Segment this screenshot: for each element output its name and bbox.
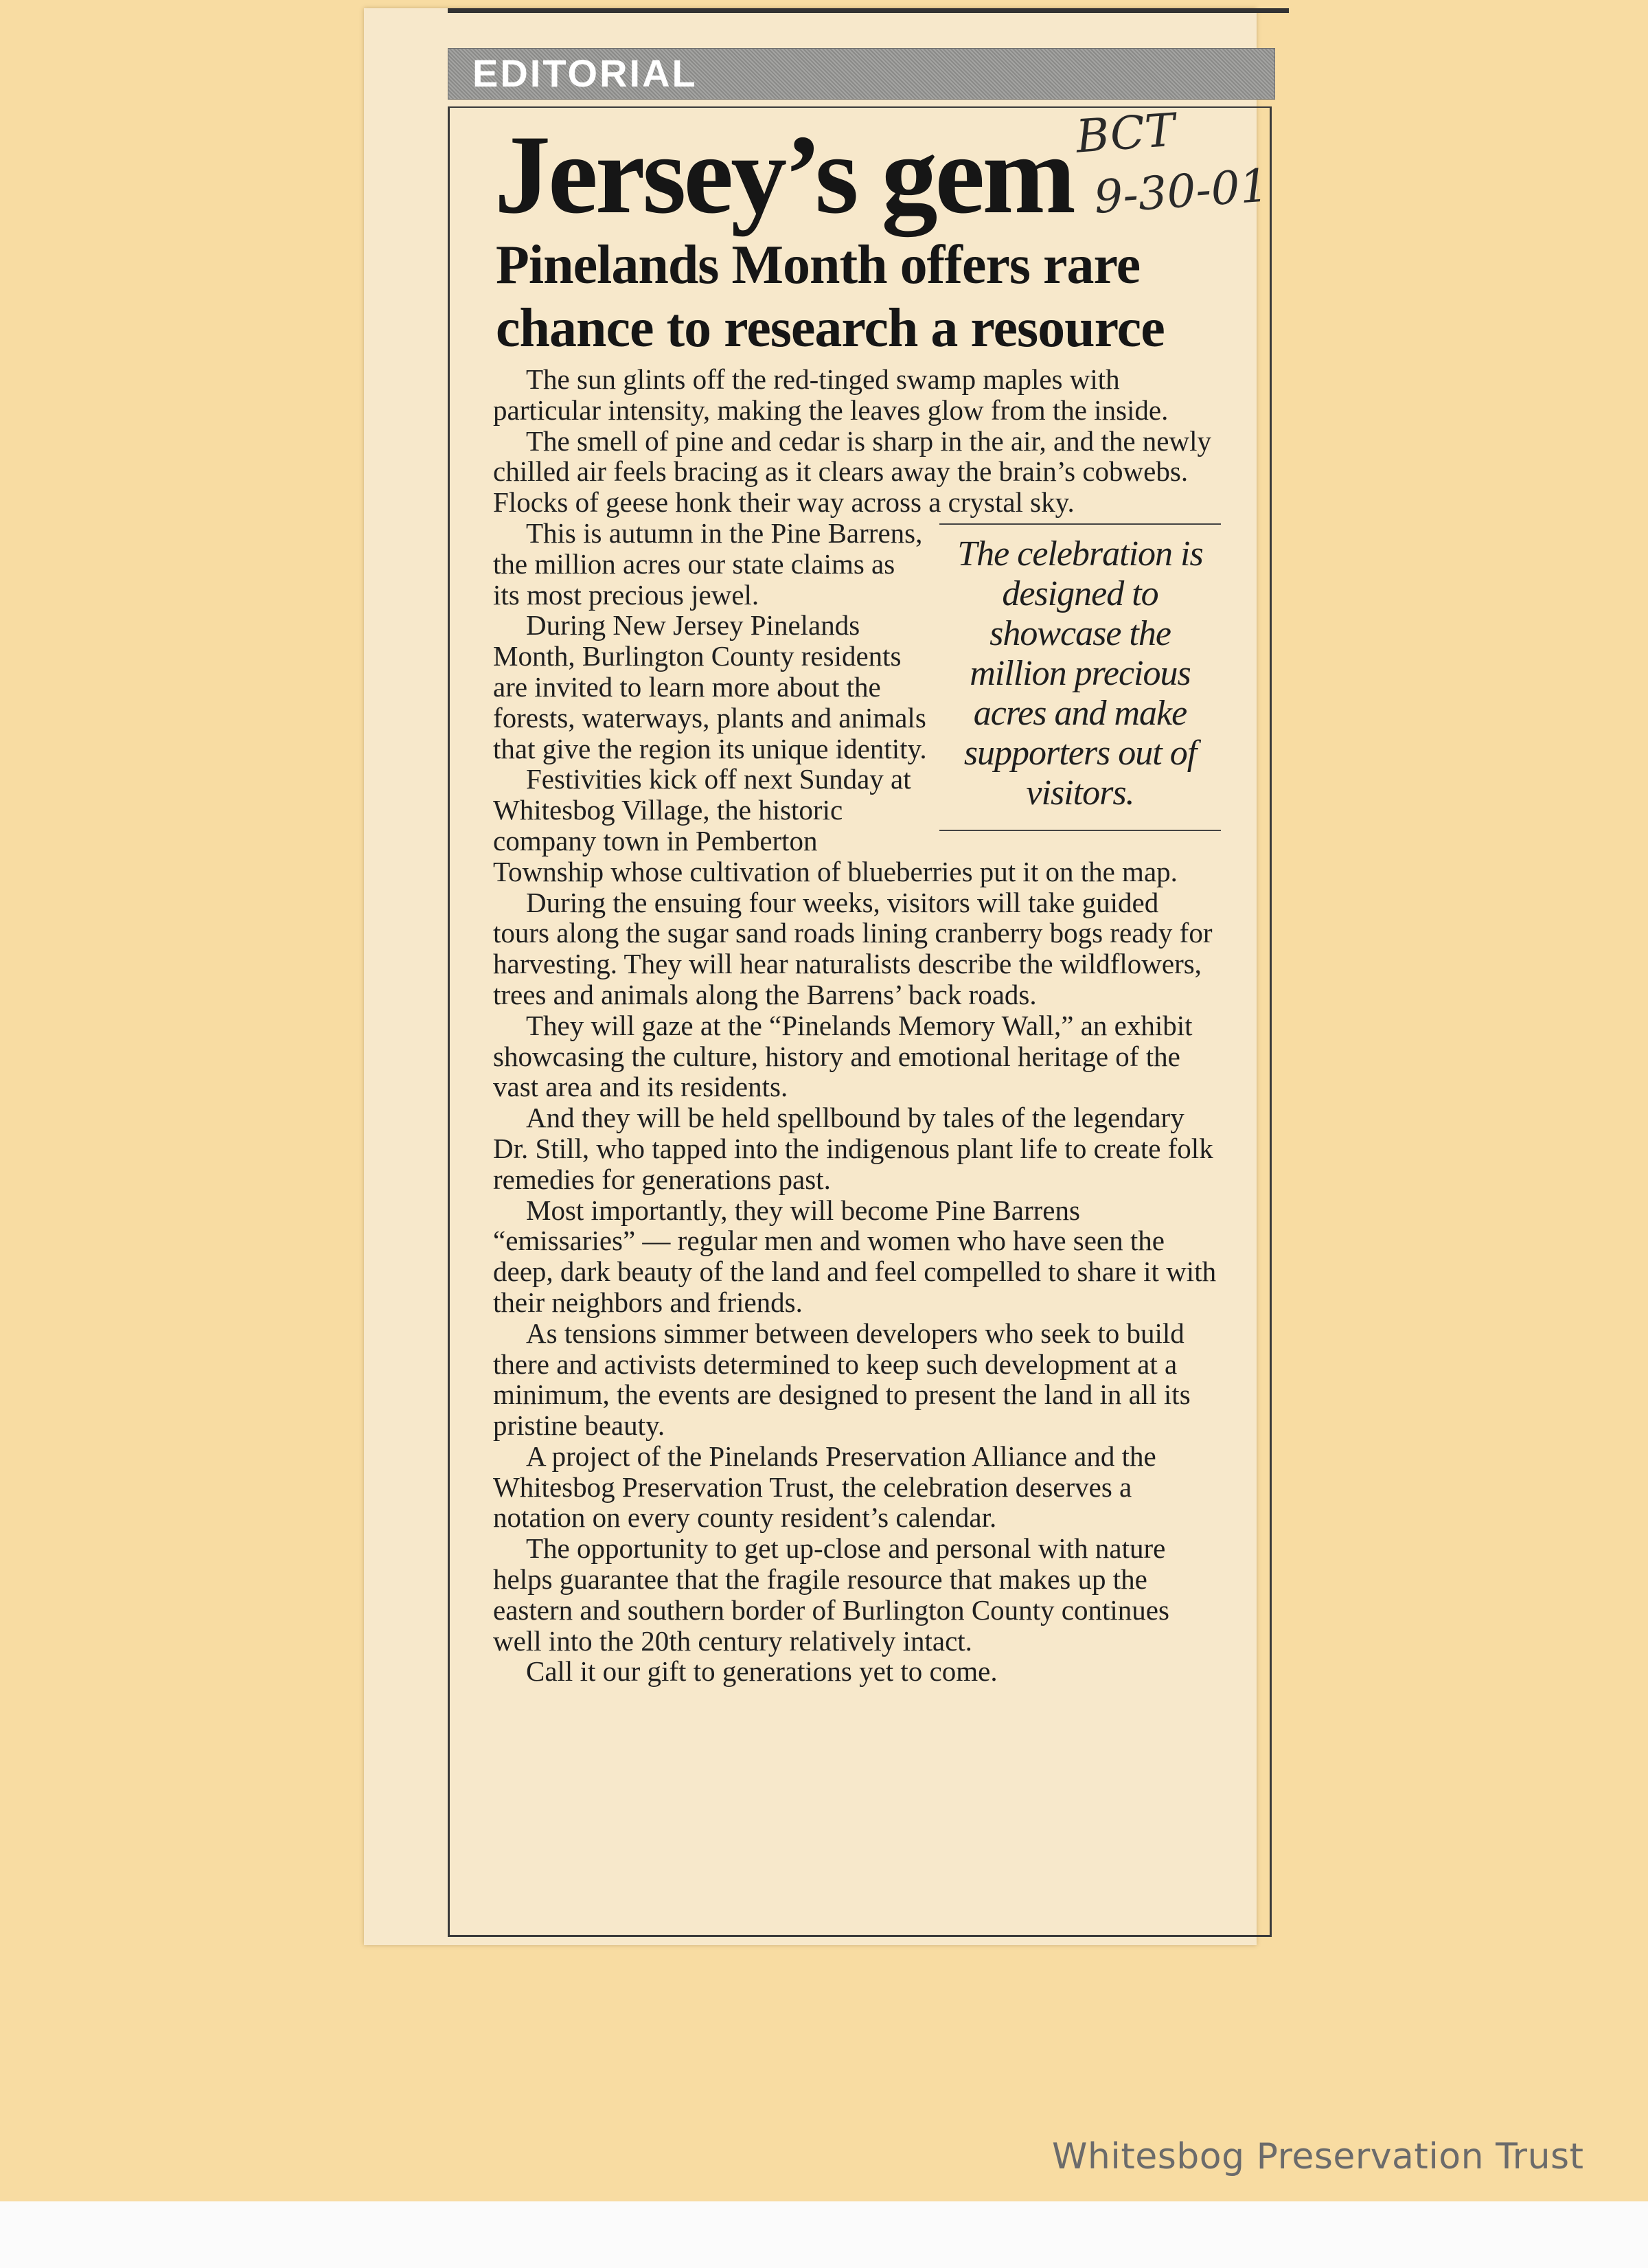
paragraph: A project of the Pinelands Preservation Alliance and the Whitesbog Preservation Trust, the celebration deserves a notation on every county resident’s calendar. bbox=[493, 1440, 1156, 1534]
handwritten-note bbox=[1074, 97, 1270, 227]
paragraph: During New Jersey Pinelands Month, Burlington County residents are invited to learn more about the forests, waterways, plants and animals that give the region its unique identity. bbox=[493, 609, 927, 764]
section-label: EDITORIAL bbox=[472, 52, 698, 95]
paragraph: Most importantly, they will become Pine Barrens “emissaries” — regular men and women who have seen the deep, dark beauty of the land and feel compelled to share it with their neighbors and friends. bbox=[493, 1194, 1217, 1318]
handwritten-source: BCT bbox=[1074, 103, 1177, 163]
handwritten-date: 9-30-01 bbox=[1092, 159, 1271, 224]
paragraph: Festivities kick off next Sunday at Whitesbog Village, the historic company town in Pemberton Township whose cultivation of blueberries put it on the map. bbox=[493, 763, 1178, 887]
paragraph: This is autumn in the Pine Barrens, the million acres our state claims as its most precious jewel. bbox=[493, 517, 923, 611]
paragraph: They will gaze at the “Pinelands Memory Wall,” an exhibit showcasing the culture, history and emotional heritage of the vast area and its residents. bbox=[493, 1009, 1193, 1103]
article-body bbox=[493, 364, 1221, 1687]
watermark: Whitesbog Preservation Trust bbox=[1052, 2136, 1584, 2177]
top-rule bbox=[448, 8, 1289, 13]
subheadline: Pinelands Month offers rare chance to research a resource bbox=[496, 235, 1165, 359]
paragraph: As tensions simmer between developers who seek to build there and activists determined to keep such development at a minimum, the events are designed to present the land in all its pristine beauty. bbox=[493, 1317, 1191, 1442]
paragraph: During the ensuing four weeks, visitors will take guided tours along the sugar sand roads lining cranberry bogs ready for harvesting. They will hear naturalists describe the wildflowers, trees and animals along the Barrens’ back roads. bbox=[493, 886, 1213, 1010]
section-banner bbox=[448, 48, 1275, 100]
paragraph: The smell of pine and cedar is sharp in the air, and the newly chilled air feels bracing as it clears away the brain’s cobwebs. Flocks of geese honk their way across a crystal sky. bbox=[493, 424, 1211, 519]
paragraph: Call it our gift to generations yet to come. bbox=[526, 1655, 998, 1688]
bottom-strip bbox=[0, 2201, 1648, 2268]
pull-quote: The celebration is designed to showcase the million precious acres and make supporters out of visitors. bbox=[939, 523, 1221, 831]
headline: Jersey’s gem bbox=[494, 113, 1073, 237]
paragraph: The opportunity to get up-close and personal with nature helps guarantee that the fragile resource that makes up the eastern and southern border of Burlington County continues well into the 20th century relatively intact. bbox=[493, 1532, 1169, 1657]
paragraph: And they will be held spellbound by tales of the legendary Dr. Still, who tapped into the indigenous plant life to create folk remedies for generations past. bbox=[493, 1102, 1213, 1195]
paragraph: The sun glints off the red-tinged swamp maples with particular intensity, making the leaves glow from the inside. bbox=[493, 363, 1169, 426]
